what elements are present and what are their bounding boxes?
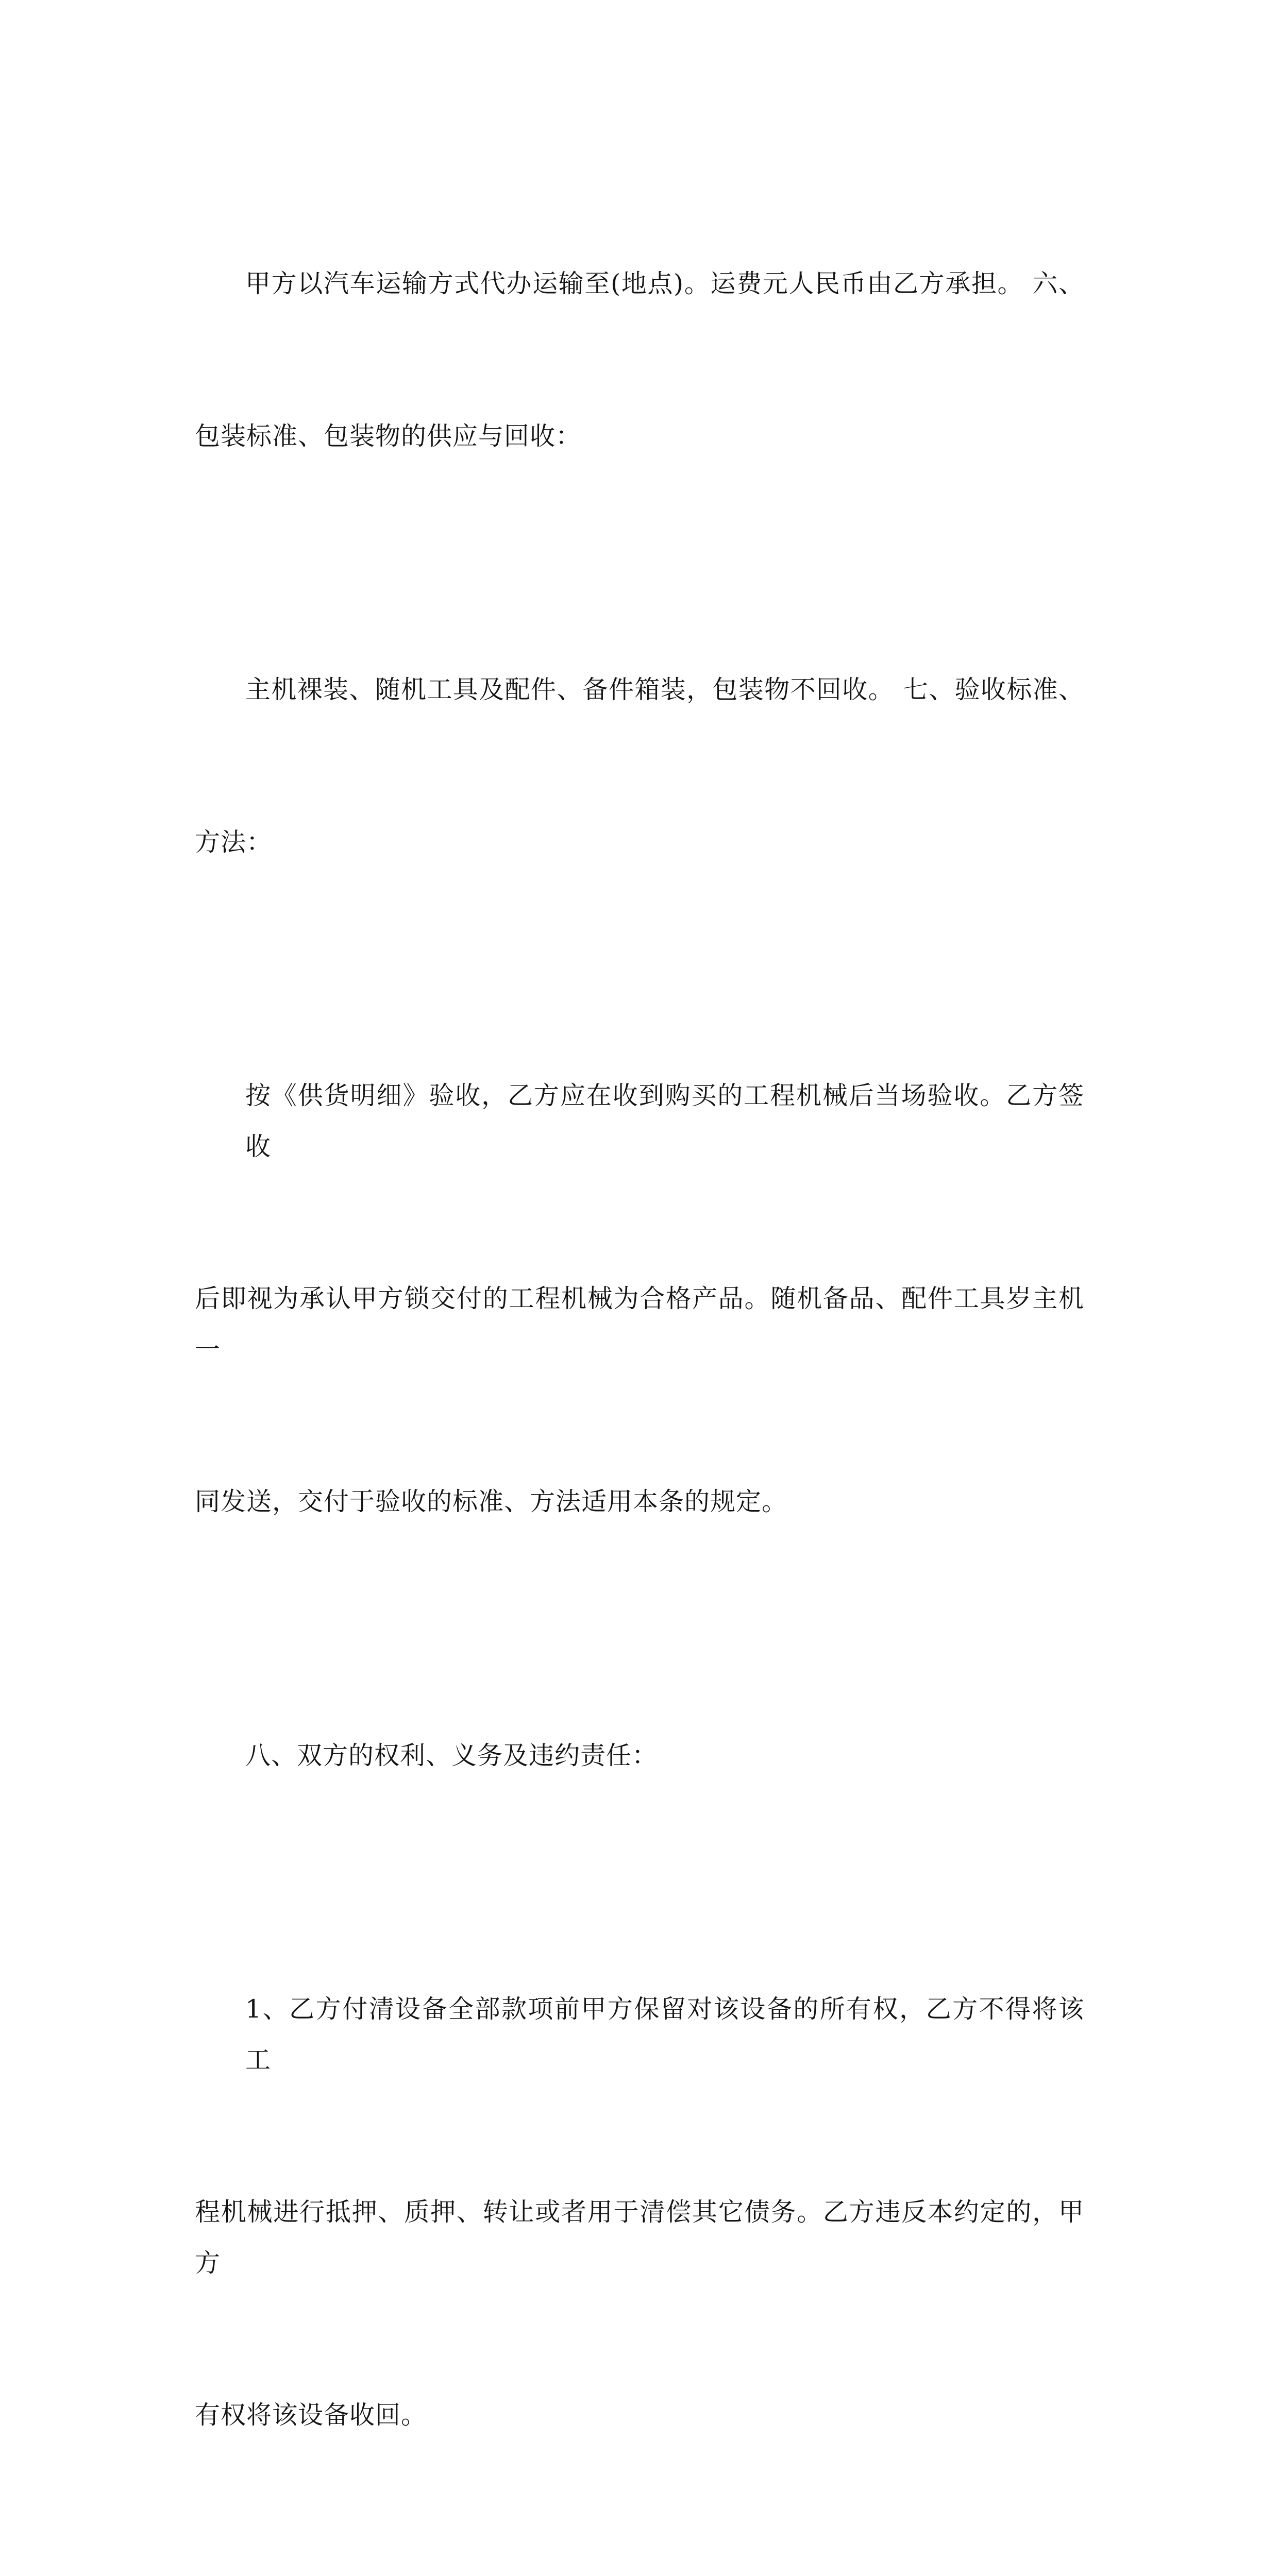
text-line: 有权将该设备收回。 — [195, 2390, 1084, 2441]
clause-2 — [195, 2543, 1084, 2576]
section-heading-rights — [195, 1629, 1084, 1883]
text-line: 方法： — [195, 817, 1084, 868]
text-line: 1、乙方付清设备全部款项前甲方保留对该设备的所有权，乙方不得将该工 — [195, 1984, 1084, 2086]
text-line: 八、双方的权利、义务及违约责任： — [195, 1731, 1084, 1782]
contract-text-body — [195, 157, 1084, 2576]
paragraph-packaging — [195, 563, 1084, 969]
text-line: 程机械进行抵押、质押、转让或者用于清偿其它债务。乙方违反本约定的，甲方 — [195, 2187, 1084, 2289]
text-line: 主机裸装、随机工具及配件、备件箱装，包装物不回收。 七、验收标准、 — [195, 665, 1084, 716]
text-line: 同发送，交付于验收的标准、方法适用本条的规定。 — [195, 1477, 1084, 1528]
text-line: 甲方以汽车运输方式代办运输至(地点)。运费元人民币由乙方承担。 六、 — [195, 259, 1084, 310]
clause-1 — [195, 1883, 1084, 2543]
text-line: 后即视为承认甲方锁交付的工程机械为合格产品。随机备品、配件工具岁主机一 — [195, 1274, 1084, 1375]
text-line: 包装标准、包装物的供应与回收： — [195, 411, 1084, 462]
text-line: 按《供货明细》验收，乙方应在收到购买的工程机械后当场验收。乙方签收 — [195, 1071, 1084, 1172]
paragraph-transport — [195, 157, 1084, 563]
paragraph-acceptance — [195, 969, 1084, 1629]
